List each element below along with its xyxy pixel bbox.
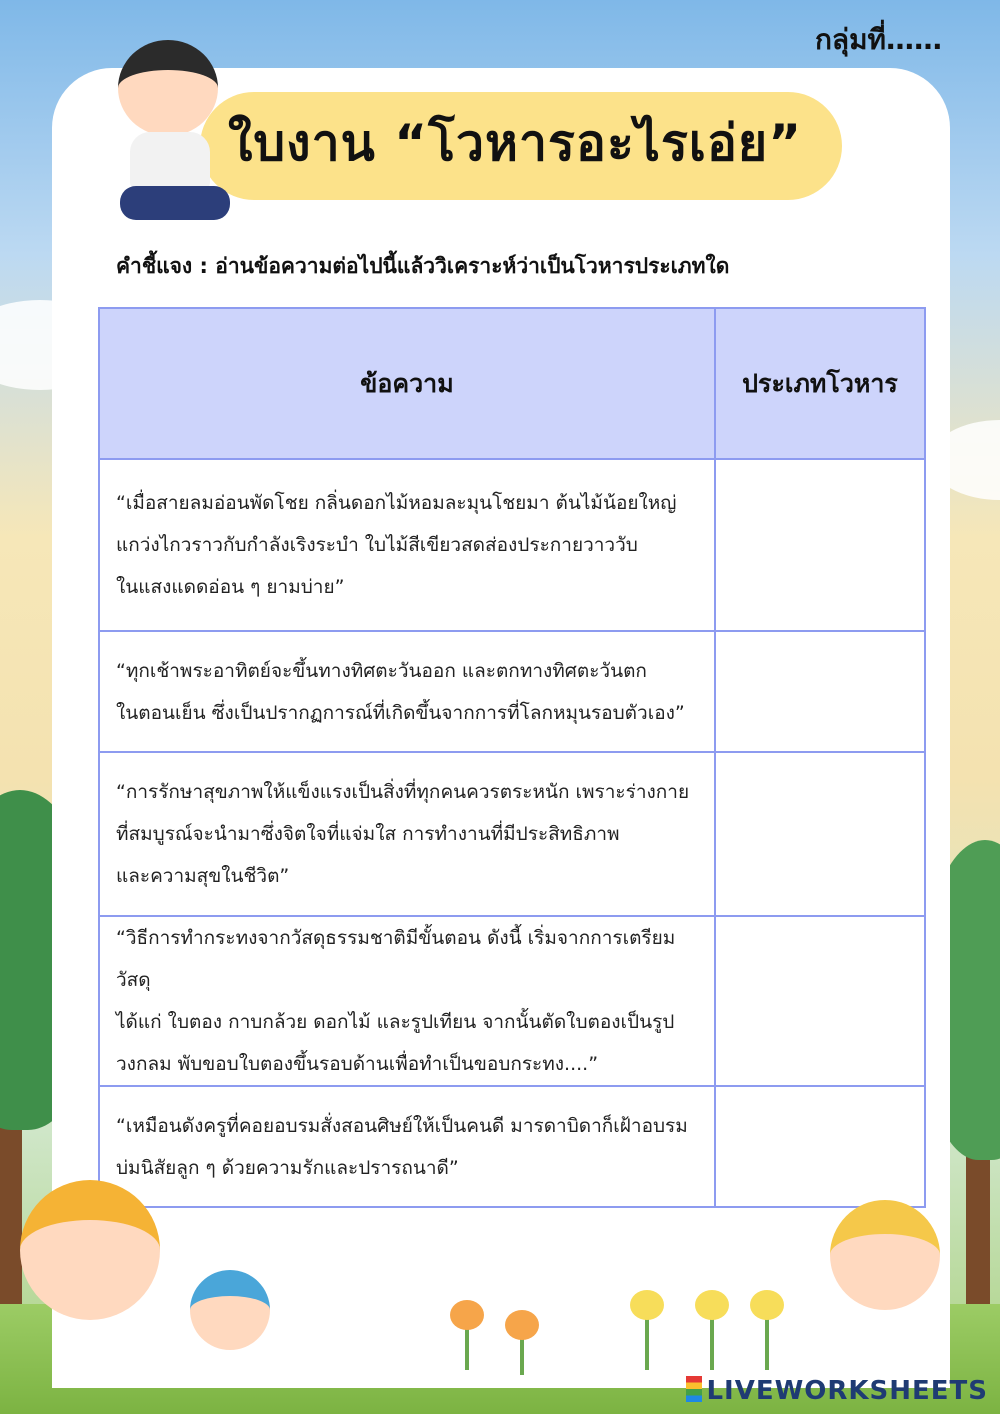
message-line: ได้แก่ ใบตอง กาบกล้วย ดอกไม้ และรูปเทียน จากนั้นตัดใบตองเป็นรูป [116,1011,675,1033]
message-cell [99,459,715,631]
message-line: วงกลม พับขอบใบตองขึ้นรอบด้านเพื่อทำเป็นขอบกระทง....” [116,1053,599,1075]
flower [505,1310,539,1340]
instruction-text: คำชี้แจง : อ่านข้อความต่อไปนี้แล้ววิเคราะห์ว่าเป็นโวหารประเภทใด [116,254,730,278]
worksheet-table [98,307,926,1208]
table-row [99,1086,925,1207]
message-cell [99,631,715,752]
message-line: “ทุกเช้าพระอาทิตย์จะขึ้นทางทิศตะวันออก และตกทางทิศตะวันตก [116,659,647,682]
message-line: “วิธีการทำกระทงจากวัสดุธรรมชาติมีขั้นตอน ดังนี้ เริ่มจากการเตรียมวัสดุ [116,927,676,991]
message-cell [99,916,715,1086]
boy-illustration [110,40,230,220]
girl-binoculars-illustration [20,1180,160,1320]
header-type: ประเภทโวหาร [715,308,925,459]
flower [750,1290,784,1320]
answer-cell[interactable] [715,752,925,916]
page-title: ใบงาน “โวหารอะไรเอ่ย” [228,114,803,172]
answer-cell[interactable] [715,631,925,752]
message-line: ในแสงแดดอ่อน ๆ ยามบ่าย” [116,576,345,598]
table-row [99,752,925,916]
flower [450,1300,484,1330]
flower [630,1290,664,1320]
liveworksheets-logo [686,1376,988,1406]
message-line: บ่มนิสัยลูก ๆ ด้วยความรักและปรารถนาดี” [116,1156,459,1179]
answer-cell[interactable] [715,916,925,1086]
message-cell [99,752,715,916]
message-line: ที่สมบูรณ์จะนำมาซึ่งจิตใจที่แจ่มใส การทำงานที่มีประสิทธิภาพ [116,823,620,845]
logo-text: LIVEWORKSHEETS [706,1376,988,1406]
answer-cell[interactable] [715,459,925,631]
message-line: “เมื่อสายลมอ่อนพัดโชย กลิ่นดอกไม้หอมละมุนโชยมา ต้นไม้น้อยใหญ่ [116,492,677,514]
header-message: ข้อความ [99,308,715,459]
flower [695,1290,729,1320]
message-line: แกว่งไกวราวกับกำลังเริงระบำ ใบไม้สีเขียวสดส่องประกายวาววับ [116,534,638,556]
girl-net-illustration [830,1200,940,1310]
message-cell [99,1086,715,1207]
logo-mark-icon [686,1376,702,1402]
answer-cell[interactable] [715,1086,925,1207]
message-line: “การรักษาสุขภาพให้แข็งแรงเป็นสิ่งที่ทุกคนควรตระหนัก เพราะร่างกาย [116,781,690,803]
table-row [99,631,925,752]
table-header-row [99,308,925,459]
message-line: “เหมือนดังครูที่คอยอบรมสั่งสอนศิษย์ให้เป็นคนดี มารดาบิดาก็เฝ้าอบรม [116,1114,688,1137]
group-label: กลุ่มที่…… [814,23,942,56]
boy-magnifier-illustration [190,1270,270,1350]
message-line: ในตอนเย็น ซึ่งเป็นปรากฏการณ์ที่เกิดขึ้นจากการที่โลกหมุนรอบตัวเอง” [116,701,685,724]
table-row [99,459,925,631]
message-line: และความสุขในชีวิต” [116,865,290,887]
table-row [99,916,925,1086]
